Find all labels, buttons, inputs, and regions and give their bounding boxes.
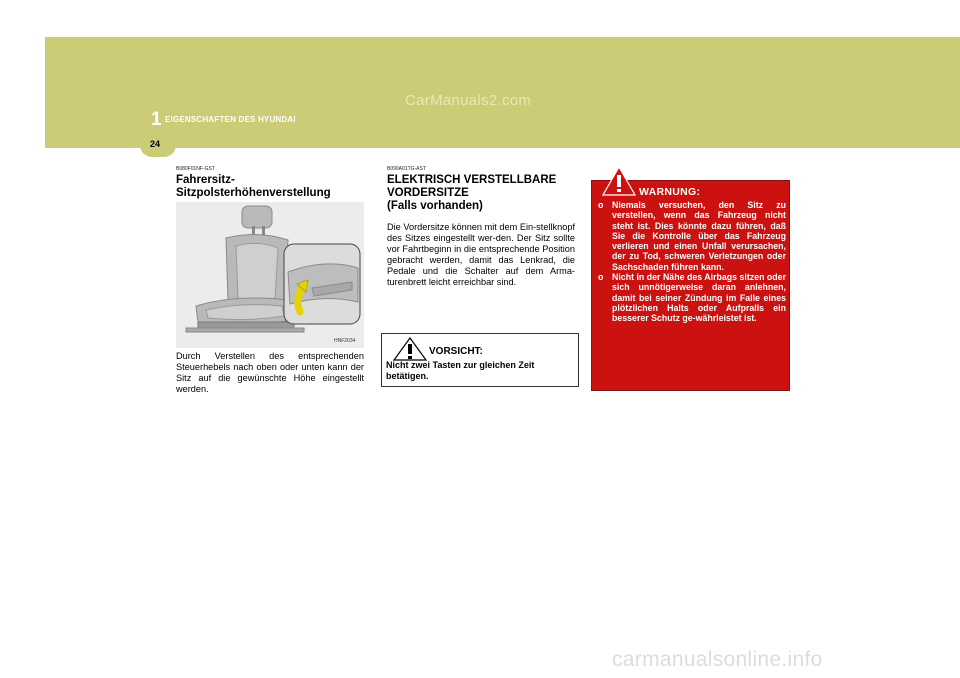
headrest-shape xyxy=(242,206,272,228)
section2-code: B090A01TG-AST xyxy=(387,166,426,172)
warning-bullet: o xyxy=(598,200,604,210)
section2-body: Die Vordersitze können mit dem Ein-stellknopf des Sitzes eingestellt wer-den. Der Sitz sollte vor Fahrtbeginn in die entsprechende Position gebracht werden, damit das Lenkrad, die Pedale und die Schalter auf dem Arma-turenbrett leicht erreichbar sind. xyxy=(387,222,575,287)
page-number: 24 xyxy=(150,139,161,149)
section2-heading-line3: (Falls vorhanden) xyxy=(387,200,483,212)
warning-item-text: Nicht in der Nähe des Airbags sitzen oder sich unnötigerweise daran anlehnen, damit bei seiner Zündung im Falle eines plötzlichen Halts oder Aufpralls ein besserer Schutz ge-währleistet ist. xyxy=(612,272,786,324)
section1-heading-line2: Sitzpolsterhöhenverstellung xyxy=(176,187,331,199)
chapter-title: EIGENSCHAFTEN DES HYUNDAI xyxy=(165,115,296,124)
warning-bullet: o xyxy=(598,272,604,283)
warning-list xyxy=(598,200,786,324)
caution-warning-icon xyxy=(393,337,427,361)
section1-body: Durch Verstellen des entsprechenden Steuerhebels nach oben oder unten kann der Sitz auf die gewünschte Höhe eingestellt werden. xyxy=(176,351,364,394)
header-watermark[interactable]: CarManuals2.com xyxy=(405,92,532,109)
warning-box xyxy=(591,180,790,391)
warning-item-text: Niemals versuchen, den Sitz zu verstellen, wenn das Fahrzeug nicht steht ist. Dies könnte dazu führen, daß Sie die Kontrolle über das Fahrzeug verlieren und einen Unfall verursachen, der zu Tod, schweren Verletzungen oder Sachschaden führen kann. xyxy=(612,200,786,272)
chapter-number: 1 xyxy=(151,109,162,130)
footer-watermark[interactable]: carmanualsonline.info xyxy=(612,648,823,671)
warning-item xyxy=(598,272,786,323)
caution-box xyxy=(381,333,579,387)
section1-heading xyxy=(176,174,331,200)
warning-triangle-icon xyxy=(602,166,636,196)
image-label: HNF2034 xyxy=(334,338,356,344)
caution-title: VORSICHT: xyxy=(429,346,483,357)
seat-drawing xyxy=(176,202,364,348)
seat-illustration xyxy=(176,202,364,348)
section1-code: B080F01NF-GST xyxy=(176,166,215,172)
caution-text: Nicht zwei Tasten zur gleichen Zeit betätigen. xyxy=(386,360,535,381)
warning-title: WARNUNG: xyxy=(639,186,701,198)
section1-heading-line1: Fahrersitz- xyxy=(176,174,235,186)
warning-item xyxy=(598,200,786,272)
section2-heading xyxy=(387,174,556,213)
section2-heading-line2: VORDERSITZE xyxy=(387,187,469,199)
section2-heading-line1: ELEKTRISCH VERSTELLBARE xyxy=(387,174,557,186)
